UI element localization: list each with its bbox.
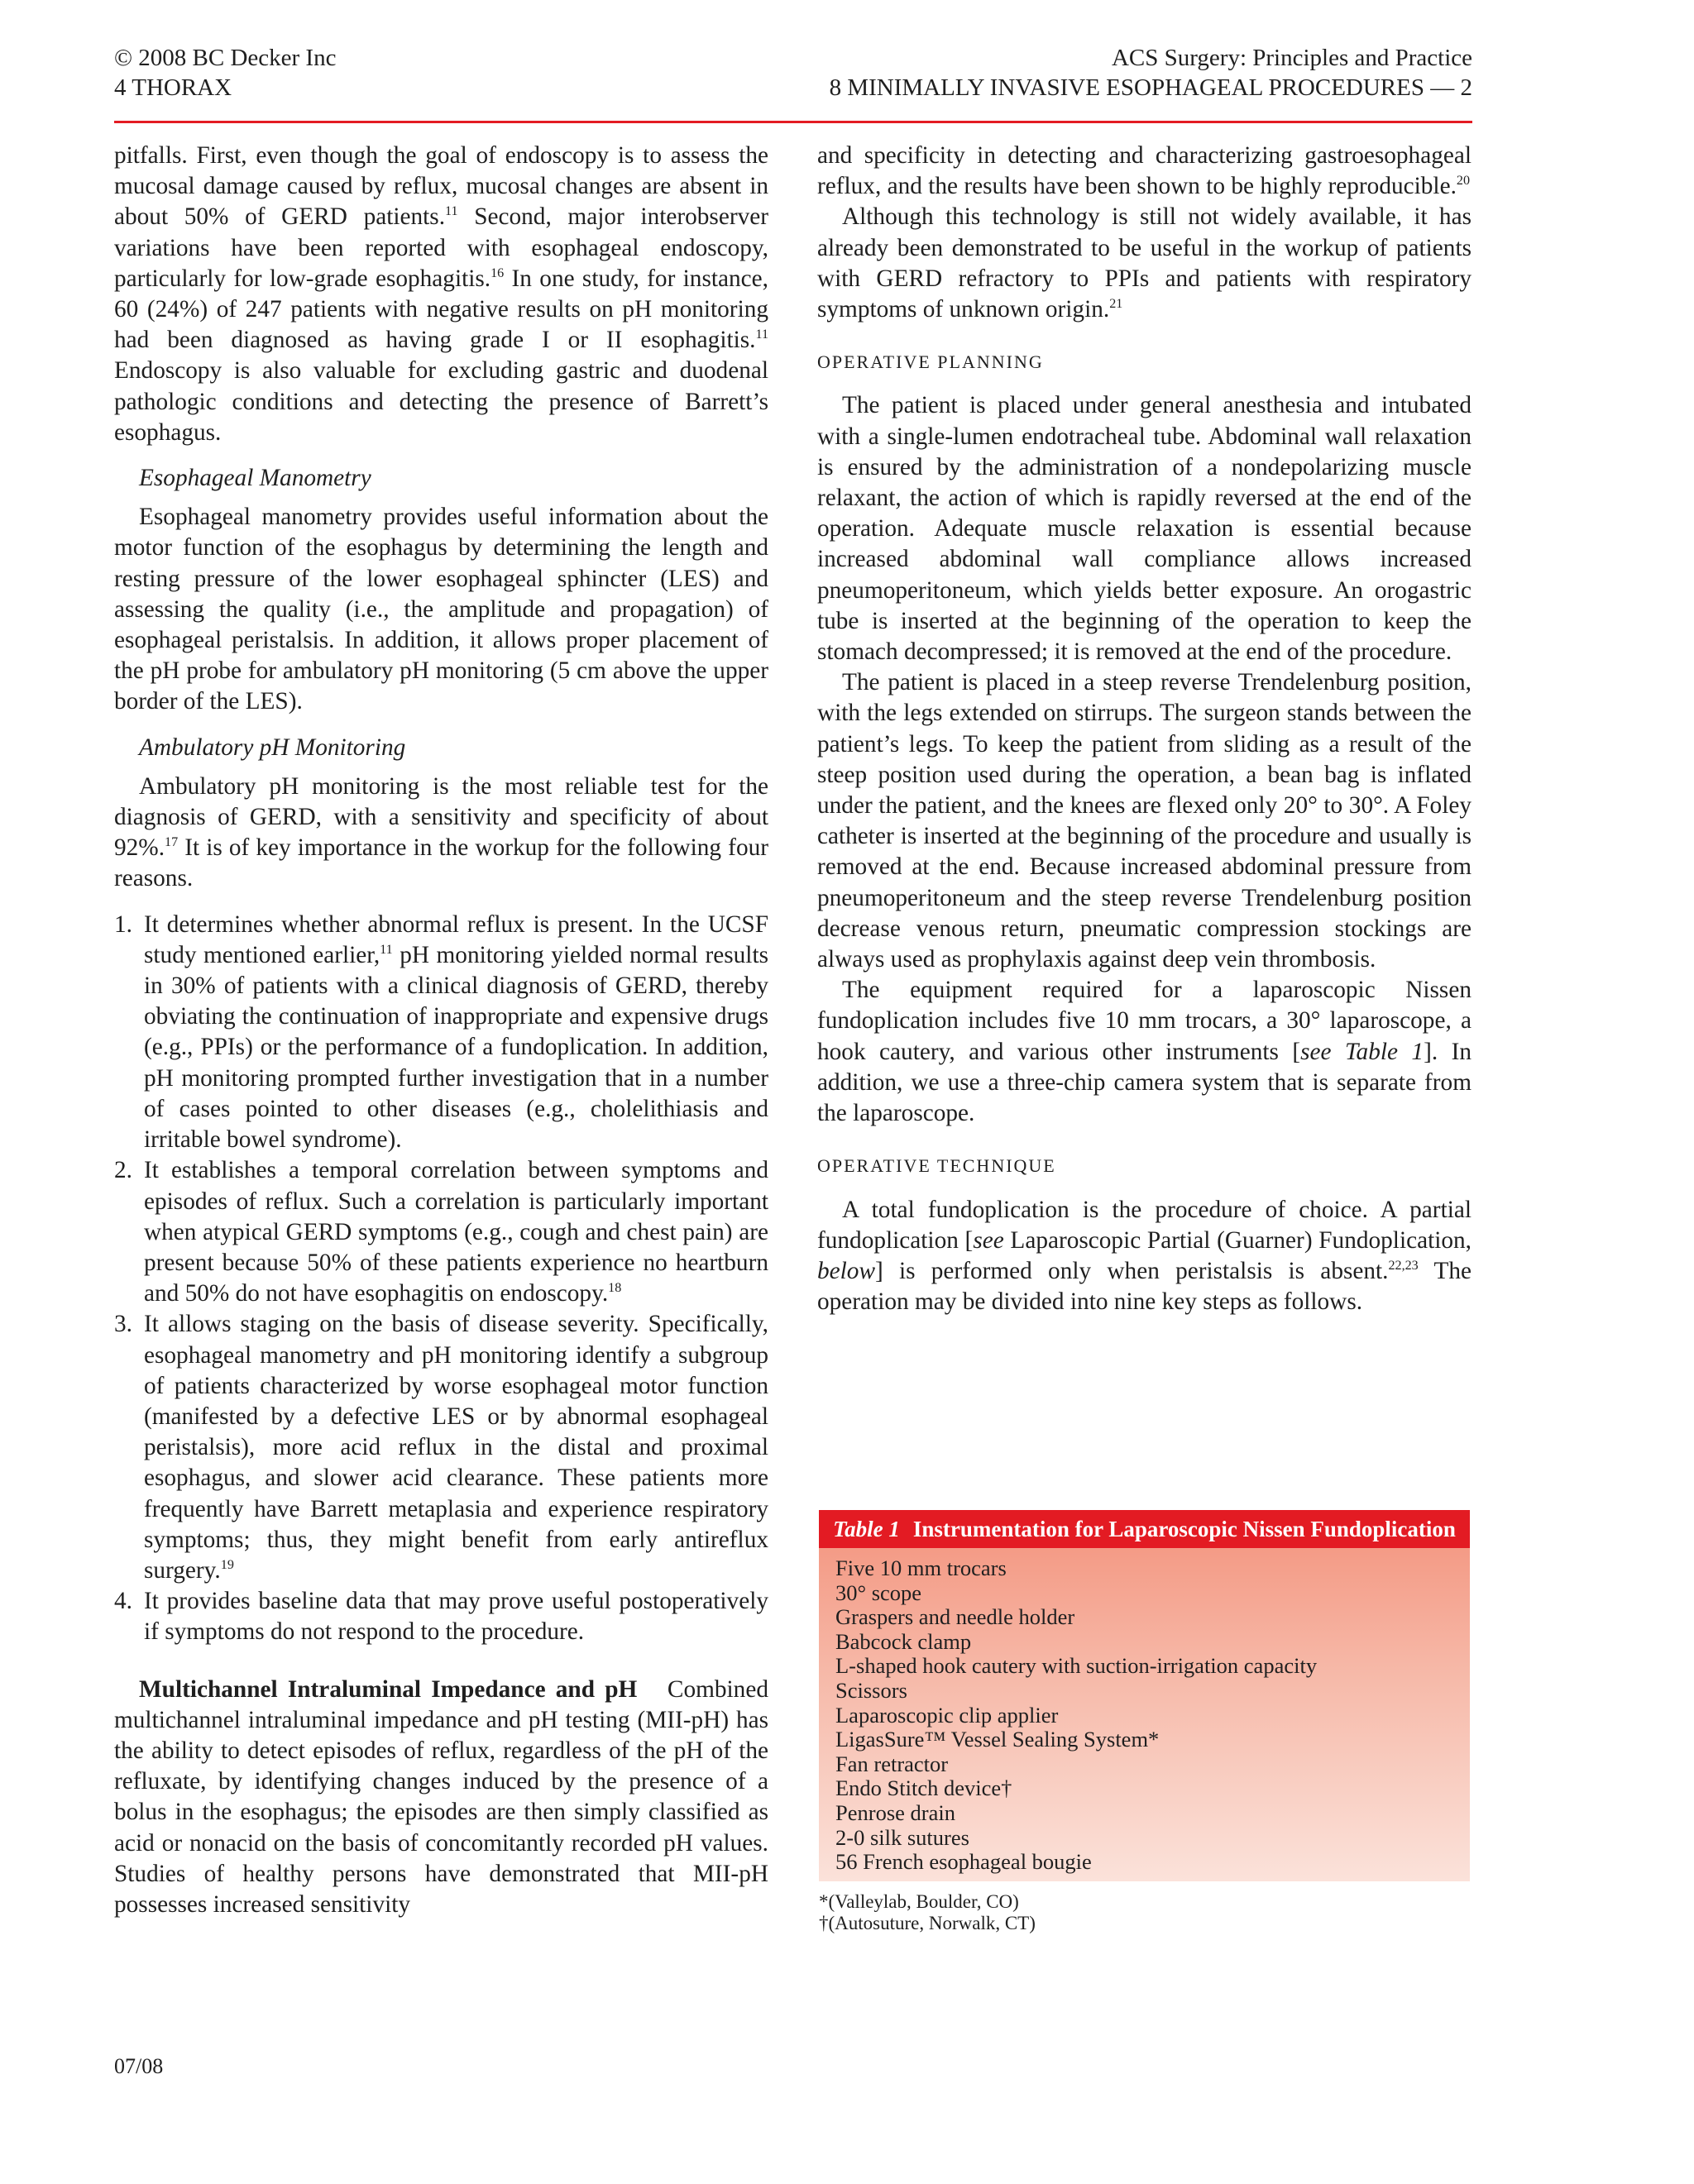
list-item: 1. It determines whether abnormal reflux is present. In the UCSF study mentioned earlier,$^{11}$ pH monitoring yielded normal results in 30% of patients with a clinical diagnosis of GERD, thereby obviating the continuation of inappropriate and expensive drugs (e.g., PPIs) or the performance of a fundoplication. In addition, pH monitoring prompted further investigation that in a number of cases pointed to other diseases (e.g., cholelithiasis and irritable bowel syndrome). [114, 910, 768, 1154]
section-label: 4 THORAX [114, 74, 232, 101]
mii-availability-paragraph: Although this technology is still not widely available, it has already been demonstrated to be useful in the workup of patients with GERD refractory to PPIs and patients with respiratory symptoms of unknown origin.$^{21}$ [817, 203, 1471, 323]
table-row: Babcock clamp [835, 1628, 972, 1654]
table-header [819, 1510, 1470, 1548]
table-row: Fan retractor [835, 1751, 949, 1776]
section-heading-planning: OPERATIVE PLANNING [817, 351, 1044, 373]
chapter-title: 8 MINIMALLY INVASIVE ESOPHAGEAL PROCEDURES — 2 [829, 74, 1472, 101]
header-rule [114, 121, 1472, 123]
copyright: © 2008 BC Decker Inc [114, 45, 337, 71]
technique-paragraph: A total fundoplication is the procedure of choice. A partial fundoplication [see Laparoscopic Partial (Guarner) Fundoplication, below] is performed only when peristalsis is absent.$^{22,23}$ The operation may be divided into nine key steps as follows. [817, 1196, 1472, 1316]
endoscopy-paragraph: pitfalls. First, even though the goal of endoscopy is to assess the mucosal damage caused by reflux, mucosal changes are absent in about 50% of GERD patients.$^{11}$ Second, major interobserver variations have been reported with esophageal endoscopy, particularly for low-grade esophagitis.$^{16}$ In one study, for instance, 60 (24%) of 247 patients with negative results on pH monitoring had been diagnosed as having grade I or II esophagitis.$^{11}$ Endoscopy is also valuable for excluding gastric and duodenal pathologic conditions and detecting the presence of Barrett’s esophagus. [114, 142, 768, 446]
manometry-paragraph: Esophageal manometry provides useful information about the motor function of the esophagus by determining the length and resting pressure of the lower esophageal sphincter (LES) and assessing the quality (i.e., the amplitude and propagation) of esophageal peristalsis. In addition, it allows proper placement of the pH probe for ambulatory pH monitoring (5 cm above the upper border of the LES). [114, 504, 768, 715]
table-row: LigasSure™ Vessel Sealing System* [835, 1727, 1160, 1752]
table-row: 2-0 silk sutures [835, 1824, 969, 1850]
list-item: 4. It provides baseline data that may prove useful postoperatively if symptoms do not respond to the procedure. [114, 1588, 768, 1646]
table-row: 56 French esophageal bougie [835, 1849, 1092, 1875]
subheading-ph-monitoring: Ambulatory pH Monitoring [139, 734, 406, 761]
table-row: L-shaped hook cautery with suction-irrigation capacity [835, 1653, 1318, 1679]
list-item: 3. It allows staging on the basis of disease severity. Specifically, esophageal manometry and pH monitoring identify a subgroup of patients characterized by worse esophageal motor function (manifested by a defective LES or by abnormal esophageal peristalsis), more acid reflux in the distal and proximal esophagus, and slower acid clearance. These patients more frequently have Barrett metaplasia and experience respiratory symptoms; thus, they might benefit from early antireflux surgery.$^{19}$ [114, 1311, 768, 1584]
mii-continued-paragraph: and specificity in detecting and characterizing gastroesophageal reflux, and the results have been shown to be highly reproducible.$^{20}$ [817, 142, 1471, 200]
table-row: 30° scope [835, 1579, 922, 1605]
table-row: Laparoscopic clip applier [835, 1702, 1059, 1728]
running-header [114, 43, 1472, 103]
planning-paragraph-3: The equipment required for a laparoscopic Nissen fundoplication includes five 10 mm trocars, a 30° laparoscope, a hook cautery, and various other instruments [see Table 1]. In addition, we use a three-chip camera system that is separate from the laparoscope. [817, 977, 1472, 1127]
table-row: Graspers and needle holder [835, 1604, 1075, 1630]
table-label: Table 1 [833, 1517, 900, 1541]
mii-paragraph: Multichannel Intraluminal Impedance and pH Combined multichannel intraluminal impedance and pH testing (MII-pH) has the ability to detect episodes of reflux, regardless of the pH of the refluxate, by identifying changes induced by the presence of a bolus in the esophagus; the episodes are then simply classified as acid or nonacid on the basis of concomitantly recorded pH values. Studies of healthy persons have demonstrated that MII-pH possesses increased sensitivity [114, 1675, 768, 1918]
section-heading-technique: OPERATIVE TECHNIQUE [817, 1155, 1056, 1177]
table-row: Penrose drain [835, 1799, 955, 1825]
right-column [817, 141, 1471, 1317]
instrumentation-table [819, 1510, 1470, 1934]
footer-date: 07/08 [114, 2054, 164, 2078]
left-column [114, 141, 768, 1920]
planning-paragraph-2: The patient is placed in a steep reverse Trendelenburg position, with the legs extended on stirrups. The surgeon stands between the patient’s legs. To keep the patient from sliding as a result of the steep position used during the operation, a bean bag is inflated under the patient, and the knees are flexed only 20° to 30°. A Foley catheter is inserted at the beginning of the procedure and usually is removed at the end. Because increased abdominal pressure from pneumoperitoneum and the steep reverse Trendelenburg position decrease venous return, pneumatic compression stockings are always used as prophylaxis against deep vein thrombosis. [817, 669, 1471, 973]
table-row: Five 10 mm trocars [835, 1556, 1007, 1580]
book-title: ACS Surgery: Principles and Practice [1111, 45, 1472, 71]
table-row: Endo Stitch device† [835, 1775, 1012, 1801]
list-item: 2. It establishes a temporal correlation between symptoms and episodes of reflux. Such a correlation is particularly important when atypical GERD symptoms (e.g., cough and chest pain) are present because 50% of these patients experience no heartburn and 50% do not have esophagitis on endoscopy.$^{18}$ [114, 1157, 768, 1307]
mii-heading: Multichannel Intraluminal Impedance and pH [139, 1675, 638, 1703]
table-title: Instrumentation for Laparoscopic Nissen Fundoplication [912, 1517, 1456, 1541]
table-row: Scissors [835, 1677, 907, 1703]
subheading-manometry: Esophageal Manometry [139, 465, 371, 492]
ph-paragraph: Ambulatory pH monitoring is the most reliable test for the diagnosis of GERD, with a sensitivity and specificity of about 92%.$^{17}$ It is of key importance in the workup for the following four reasons. [114, 772, 768, 892]
table-footnote: †(Autosuture, Norwalk, CT) [819, 1912, 1036, 1933]
table-reference: see Table 1 [1300, 1038, 1424, 1065]
table-body [819, 1548, 1470, 1881]
reasons-list [114, 910, 768, 1648]
table-footnote: *(Valleylab, Boulder, CO) [819, 1890, 1019, 1912]
table-footnotes [819, 1891, 1470, 1934]
planning-paragraph-1: The patient is placed under general anesthesia and intubated with a single-lumen endotracheal tube. Abdominal wall relaxation is ensured by the administration of a nondepolarizing muscle relaxant, the action of which is rapidly reversed at the end of the operation. Adequate muscle relaxation is essential because increased abdominal wall compliance allows increased pneumoperitoneum, which yields better exposure. An orogastric tube is inserted at the beginning of the operation to keep the stomach decompressed; it is removed at the end of the procedure. [817, 392, 1471, 666]
